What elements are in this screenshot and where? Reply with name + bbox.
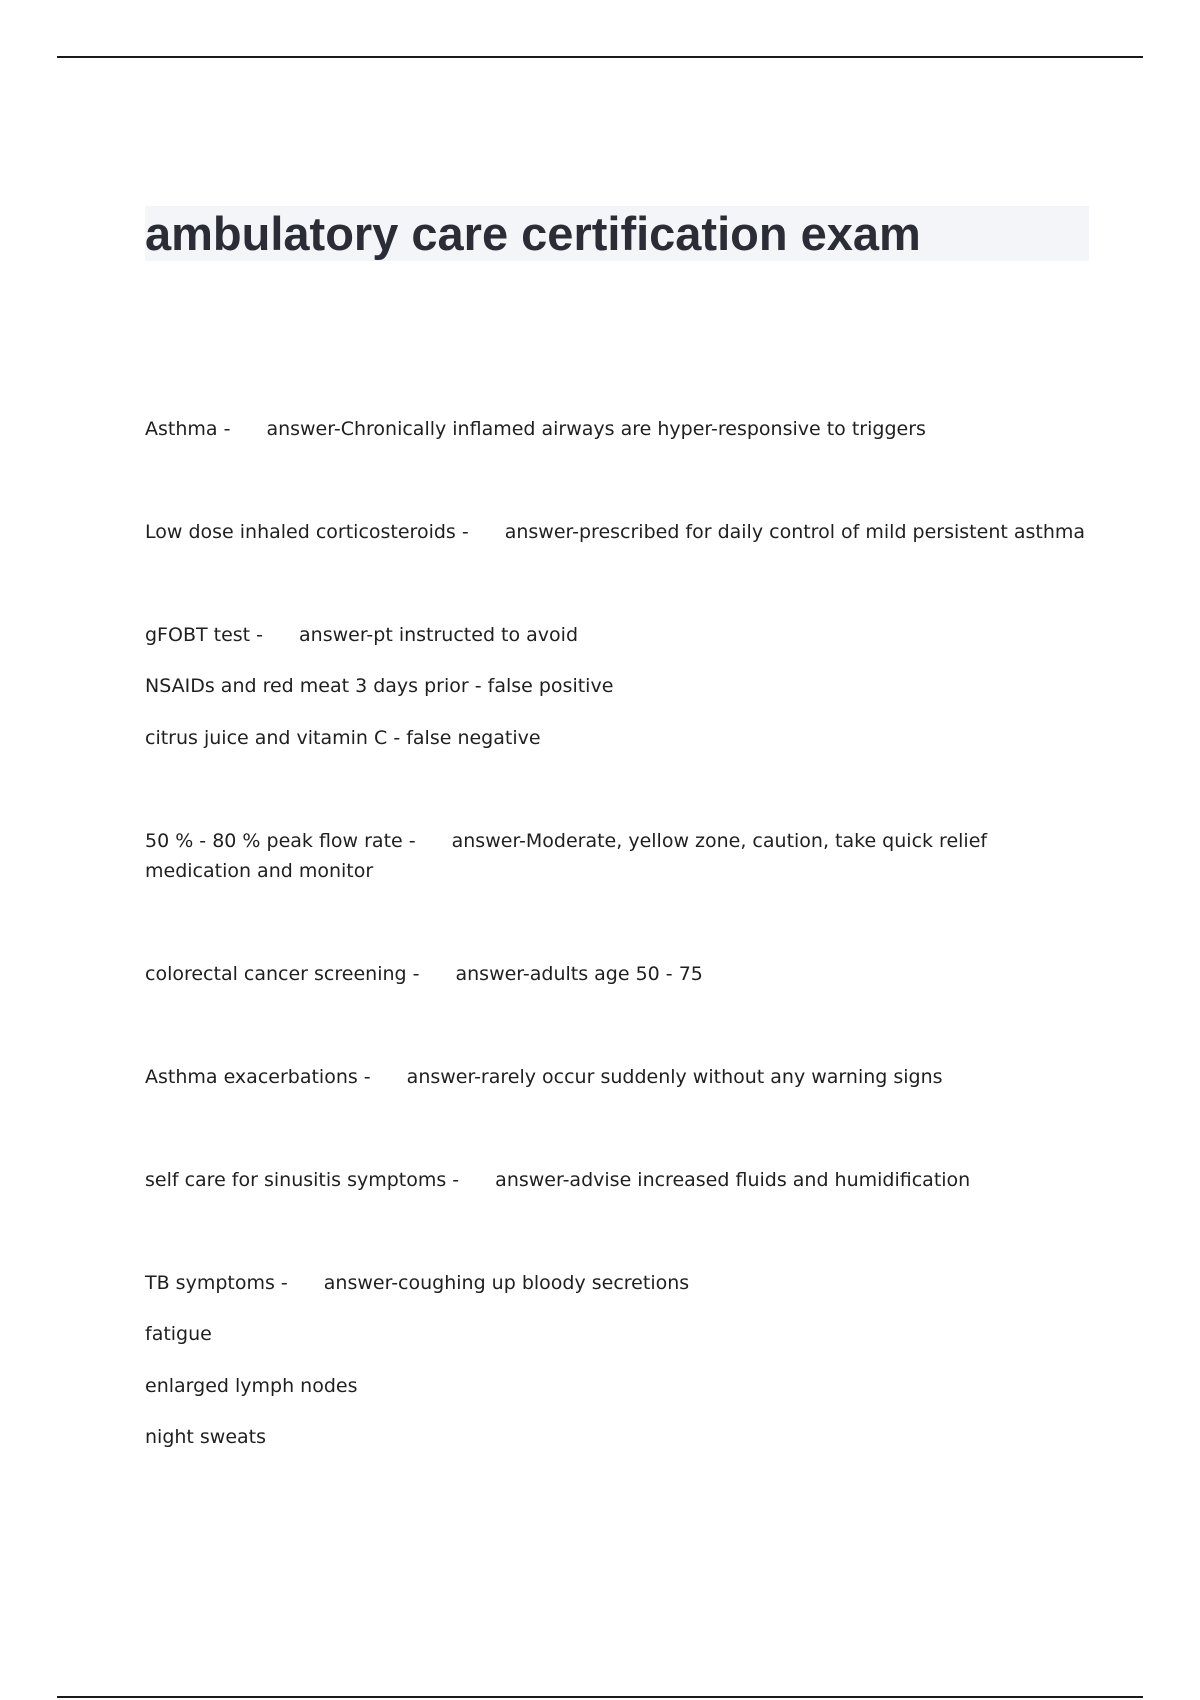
card-answer: answer-prescribed for daily control of mild persistent asthma [504, 521, 1086, 543]
card-answer: answer-Chronically inflamed airways are hyper-responsive to triggers [266, 418, 926, 440]
card-term: 50 % - 80 % peak flow rate - [145, 830, 416, 852]
card-answer: answer-rarely occur suddenly without any warning signs [406, 1066, 943, 1088]
card-answer: answer-Moderate, yellow zone, caution, take quick relief medication and monitor [145, 830, 988, 882]
card-gfobt-test [145, 620, 578, 650]
card-extra-line: citrus juice and vitamin C - false negative [145, 727, 541, 749]
card-answer: answer-adults age 50 - 75 [455, 963, 703, 985]
card-term: Low dose inhaled corticosteroids - [145, 521, 469, 543]
card-answer: answer-coughing up bloody secretions [323, 1272, 690, 1294]
card-colorectal-screening [145, 959, 703, 989]
card-term: Asthma - [145, 418, 231, 440]
card-term: Asthma exacerbations - [145, 1066, 371, 1088]
card-term: self care for sinusitis symptoms - [145, 1169, 460, 1191]
card-term: TB symptoms - [145, 1272, 288, 1294]
card-asthma [145, 414, 926, 444]
card-peak-flow-rate [145, 826, 1090, 886]
card-asthma-exacerbations [145, 1062, 943, 1092]
card-term: colorectal cancer screening - [145, 963, 420, 985]
card-tb-symptoms [145, 1268, 689, 1298]
card-answer: answer-pt instructed to avoid [299, 624, 579, 646]
card-extra-line: NSAIDs and red meat 3 days prior - false positive [145, 675, 614, 697]
bottom-rule [57, 1696, 1143, 1698]
top-rule [57, 56, 1143, 58]
card-extra-line: enlarged lymph nodes [145, 1375, 358, 1397]
card-answer: answer-advise increased fluids and humidification [495, 1169, 971, 1191]
card-extra-line: night sweats [145, 1426, 267, 1448]
card-extra-line: fatigue [145, 1323, 212, 1345]
card-inhaled-corticosteroids [145, 517, 1085, 547]
card-term: gFOBT test - [145, 624, 264, 646]
card-sinusitis-self-care [145, 1165, 970, 1195]
page-title: ambulatory care certification exam [145, 207, 921, 260]
